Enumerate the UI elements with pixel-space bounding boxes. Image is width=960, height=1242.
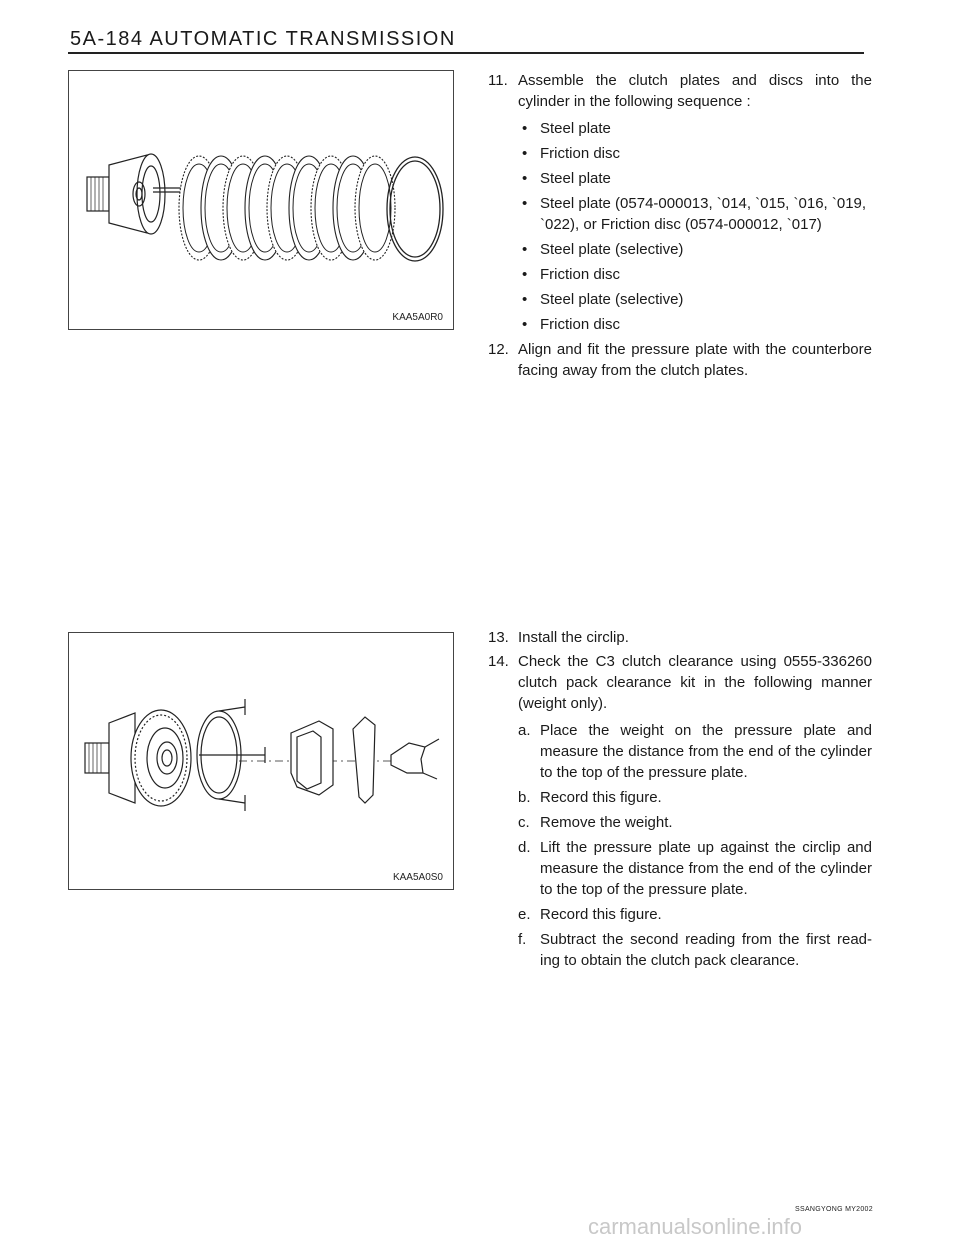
list-item: • Steel plate (selective) — [522, 291, 684, 308]
figure-clutch-plates — [68, 70, 454, 330]
list-item: • Friction disc — [522, 145, 621, 162]
step-13 — [488, 627, 872, 648]
substep-list — [518, 720, 872, 971]
clutch-plate-ring — [355, 156, 395, 260]
step-11 — [488, 70, 872, 335]
figure-code: KAA5A0S0 — [392, 872, 443, 883]
list-item: • Steel plate (selective) — [522, 241, 684, 258]
header-rule — [68, 52, 864, 54]
list-item: f. Subtract the second reading from the first read-ing to obtain the clutch pack clearance. — [518, 931, 872, 969]
list-item: e. Record this figure. — [518, 906, 662, 923]
step-number: 13. — [488, 629, 509, 646]
watermark: carmanualsonline.info — [588, 1214, 803, 1239]
step-14 — [488, 651, 872, 971]
list-item: • Friction disc — [522, 266, 621, 283]
list-item: • Steel plate (0574-000013, `014, `015, `016, `019, `022), or Friction disc (0574-000012, `017) — [522, 195, 867, 233]
step-12 — [488, 339, 872, 381]
list-item: • Friction disc — [522, 316, 621, 333]
clearance-kit-illustration — [69, 633, 453, 889]
figure-code: KAA5A0R0 — [392, 312, 443, 323]
list-item: • Steel plate — [522, 170, 611, 187]
steps-upper — [488, 70, 872, 381]
list-item: b. Record this figure. — [518, 789, 662, 806]
page-footer: SSANGYONG MY2002 — [795, 1206, 873, 1213]
list-item: d. Lift the pressure plate up against the circlip and measure the distance from the end of the cylinder to the top of the pressure plate. — [518, 839, 872, 898]
plate-sequence-list — [518, 118, 872, 335]
list-item: • Steel plate — [522, 120, 611, 137]
figure-clearance-check — [68, 632, 454, 890]
list-item: c. Remove the weight. — [518, 814, 673, 831]
steps-lower — [488, 627, 872, 975]
step-text: Install the circlip. — [518, 629, 629, 646]
step-number: 11. — [488, 72, 508, 89]
clutch-plates-illustration — [69, 71, 453, 329]
step-text: Assemble the clutch plates and discs into the cylinder in the following sequence : — [518, 72, 872, 110]
step-text: Check the C3 clutch clearance using 0555-336260 clutch pack clearance kit in the following manner (weight only). — [518, 653, 872, 712]
list-item: a. Place the weight on the pressure plate and measure the distance from the end of the cylinder to the top of the pressure plate. — [518, 722, 872, 781]
step-number: 12. — [488, 341, 509, 358]
page-header: 5A-184 AUTOMATIC TRANSMISSION — [70, 28, 456, 50]
step-text: Align and fit the pressure plate with the counterbore facing away from the clutch plates. — [518, 341, 872, 379]
step-number: 14. — [488, 653, 509, 670]
